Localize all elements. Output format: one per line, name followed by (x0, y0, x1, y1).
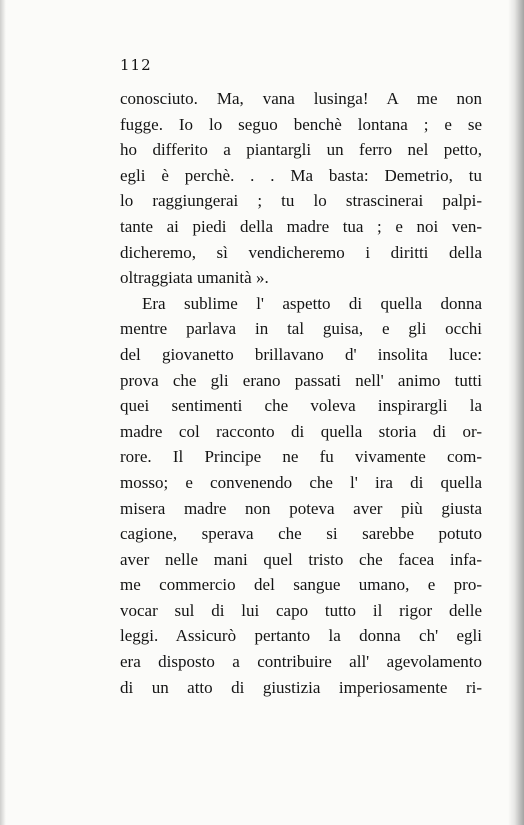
text-line: vocar sul di lui capo tutto il rigor delle (120, 600, 482, 620)
text-line: quei sentimenti che voleva inspirargli la (120, 396, 482, 416)
text-line: mentre parlava in tal guisa, e gli occhi (120, 319, 482, 339)
text-line: Era sublime l' aspetto di quella donna (142, 293, 482, 313)
text-line: misera madre non poteva aver più giusta (120, 498, 482, 518)
text-line: madre col racconto di quella storia di or- (120, 421, 482, 441)
text-line: me commercio del sangue umano, e pro- (120, 575, 482, 595)
page-number: 112 (120, 56, 152, 74)
text-line: conosciuto. Ma, vana lusinga! A me non (120, 89, 482, 108)
text-line: dicheremo, sì vendicheremo i diritti della (120, 242, 482, 262)
text-line: fugge. Io lo seguo benchè lontana ; e se (120, 114, 482, 134)
text-line: oltraggiata umanità ». (120, 268, 269, 288)
text-line: egli è perchè. . . Ma basta: Demetrio, tu (120, 165, 482, 185)
text-line: rore. Il Principe ne fu vivamente com- (120, 447, 482, 467)
text-line: aver nelle mani quel tristo che facea infa- (120, 549, 482, 569)
page-left-edge-shadow (0, 0, 6, 825)
text-line: leggi. Assicurò pertanto la donna ch' egli (120, 626, 482, 646)
text-line: prova che gli erano passati nell' animo tutti (120, 370, 482, 390)
text-line: era disposto a contribuire all' agevolamento (120, 652, 482, 672)
text-line: mosso; e convenendo che l' ira di quella (120, 472, 482, 492)
page-right-edge-shadow (508, 0, 524, 825)
paragraph-1 (120, 86, 482, 291)
text-line: di un atto di giustizia imperiosamente ri- (120, 677, 482, 697)
text-line: lo raggiungerai ; tu lo strascinerai palpi- (120, 191, 482, 211)
body-text (120, 86, 482, 700)
text-line: cagione, sperava che si sarebbe potuto (120, 524, 482, 544)
text-line: del giovanetto brillavano d' insolita luce: (120, 344, 482, 364)
text-line: ho differito a piantargli un ferro nel petto, (120, 140, 482, 160)
paragraph-2 (120, 291, 482, 701)
text-line: tante ai piedi della madre tua ; e noi ven- (120, 216, 482, 236)
